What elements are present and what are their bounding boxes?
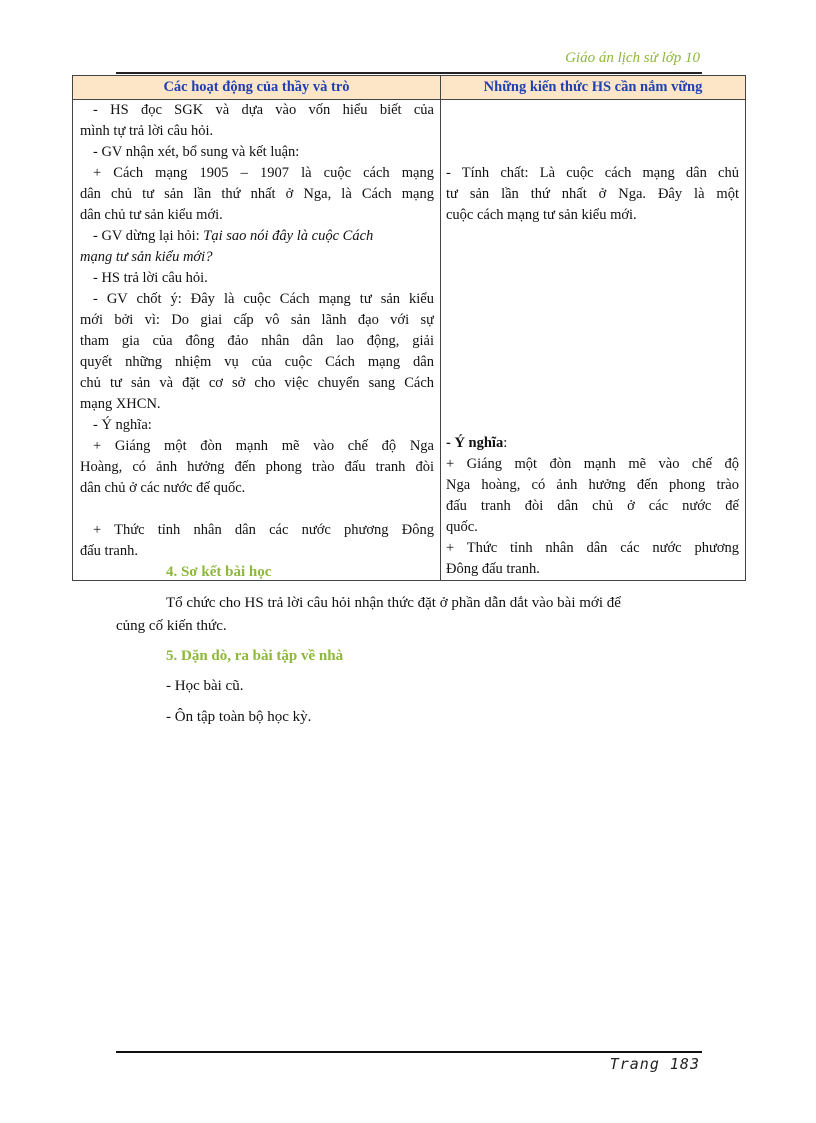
right-line: - Tính chất: Là cuộc cách mạng dân chủ — [446, 165, 739, 181]
left-line: + Cách mạng 1905 – 1907 là cuộc cách mạng — [93, 165, 434, 181]
right-line: đấu tranh đòi dân chủ ở các nước đế — [446, 498, 739, 514]
left-line: mạng tư sản kiểu mới? — [80, 249, 213, 265]
left-line: dân chủ tư sản kiểu mới. — [80, 207, 223, 223]
right-line: quốc. — [446, 519, 478, 535]
spacer — [80, 499, 434, 520]
section4-paragraph-line1: Tổ chức cho HS trả lời câu hỏi nhận thức đặt ở phần dẫn dắt vào bài mới để — [166, 595, 621, 611]
knowledge-cell — [441, 100, 746, 581]
spacer — [446, 247, 739, 268]
right-line-heading: - Ý nghĩa — [446, 435, 504, 451]
left-line: Hoàng, có ảnh hưởng đến phong trào đấu tranh đòi — [80, 459, 434, 475]
left-line: - GV chốt ý: Đây là cuộc Cách mạng tư sản kiểu — [93, 291, 434, 307]
left-line: - GV nhận xét, bổ sung và kết luận: — [93, 144, 300, 160]
left-line — [80, 226, 434, 247]
section5-item: - Học bài cũ. — [166, 678, 244, 694]
left-line: chủ tư sản và đặt cơ sở cho việc chuyển sang Cách — [80, 375, 434, 391]
lesson-table — [72, 75, 746, 581]
right-line — [446, 433, 739, 454]
spacer — [446, 268, 739, 289]
left-line-prefix: - GV dừng lại hỏi: — [93, 228, 200, 244]
left-line: đấu tranh. — [80, 543, 138, 559]
left-line: dân chủ tư sản lần thứ nhất ở Nga, là Cách mạng — [80, 186, 434, 202]
spacer — [446, 289, 739, 310]
left-line: mình tự trả lời câu hỏi. — [80, 123, 214, 139]
left-line: + Thức tỉnh nhân dân các nước phương Đông — [93, 522, 434, 538]
section5-heading: 5. Dặn dò, ra bài tập về nhà — [166, 648, 344, 664]
table-row — [73, 100, 746, 581]
spacer — [446, 121, 739, 142]
footer-rule — [116, 1051, 702, 1053]
left-line: dân chủ ở các nước đế quốc. — [80, 480, 246, 496]
left-line: - HS đọc SGK và dựa vào vốn hiểu biết của — [93, 102, 434, 118]
col2-header: Những kiến thức HS cần nắm vững — [441, 76, 746, 100]
spacer — [446, 310, 739, 331]
left-line: quyết những nhiệm vụ của cuộc Cách mạng dân — [80, 354, 434, 370]
spacer — [446, 142, 739, 163]
right-line: tư sản lần thứ nhất ở Nga. Đây là một — [446, 186, 739, 202]
teacher-student-activities-cell — [73, 100, 441, 581]
section4-paragraph-line2: củng cố kiến thức. — [116, 618, 227, 634]
right-line: + Thức tỉnh nhân dân các nước phương — [446, 540, 739, 556]
spacer — [446, 415, 739, 433]
left-line: - HS trả lời câu hỏi. — [93, 270, 208, 286]
right-line-colon: : — [503, 435, 508, 451]
page-number: Trang 183 — [609, 1055, 700, 1073]
section5-item: - Ôn tập toàn bộ học kỳ. — [166, 709, 312, 725]
spacer — [446, 373, 739, 394]
table-header-row — [73, 76, 746, 100]
section4-heading: 4. Sơ kết bài học — [166, 564, 272, 580]
col1-header: Các hoạt động của thầy và trò — [73, 76, 441, 100]
left-line: mạng XHCN. — [80, 396, 161, 412]
right-line: Đông đấu tranh. — [446, 561, 540, 577]
spacer — [446, 331, 739, 352]
spacer — [446, 226, 739, 247]
right-line: + Giáng một đòn mạnh mẽ vào chế độ — [446, 456, 739, 472]
spacer — [446, 352, 739, 373]
header-title: Giáo án lịch sử lớp 10 — [565, 50, 700, 66]
spacer — [446, 100, 739, 121]
right-line: Nga hoàng, có ảnh hưởng đến phong trào — [446, 477, 739, 493]
left-line: + Giáng một đòn mạnh mẽ vào chế độ Nga — [93, 438, 434, 454]
left-line-question: Tại sao nói đây là cuộc Cách — [203, 228, 374, 244]
right-line: cuộc cách mạng tư sản kiểu mới. — [446, 207, 637, 223]
left-line: tham gia của đông đảo nhân dân lao động, giải — [80, 333, 434, 349]
left-line: - Ý nghĩa: — [93, 417, 152, 433]
spacer — [446, 394, 739, 415]
header-rule — [116, 72, 702, 74]
left-line: mới bởi vì: Do giai cấp vô sản lãnh đạo với sự — [80, 312, 434, 328]
